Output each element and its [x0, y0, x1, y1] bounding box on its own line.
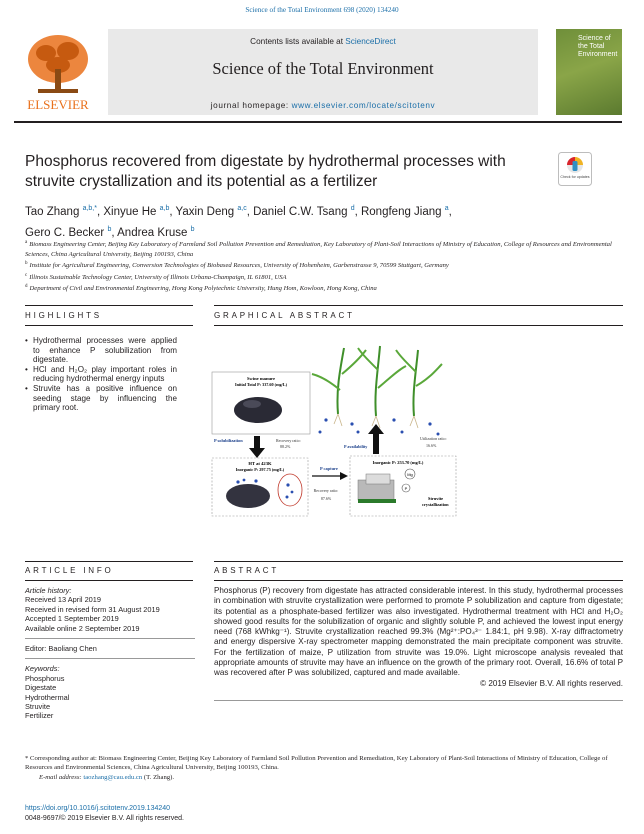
highlights-rule-bottom	[25, 325, 193, 326]
issn-copyright: 0048-9697/© 2019 Elsevier B.V. All rights reserved.	[25, 814, 184, 822]
affiliation: $^d$ Department of Civil and Environmental Engineering, Hong Kong Polytechnic University, Hung Hom, Kowloon, Hong Kong, China	[25, 284, 377, 293]
recovery-ratio-value-2: 87.6%	[320, 496, 332, 501]
abstract-rule	[214, 561, 623, 562]
masthead	[108, 29, 538, 115]
author-affiliation-mark: d	[350, 205, 355, 212]
keyword: Phosphorus	[25, 673, 65, 683]
article-info-heading: ARTICLE INFO	[25, 566, 114, 575]
author[interactable]: Rongfeng Jiang $^a$,	[360, 205, 452, 218]
author-affiliation-mark: a,c	[237, 205, 247, 212]
homepage-line	[108, 101, 538, 110]
p-availability-label: P availability	[344, 444, 368, 449]
author[interactable]: Daniel C.W. Tsang $^d$,	[253, 205, 361, 218]
right-arrow-icon	[340, 472, 348, 480]
author-affiliation-mark: a,b	[159, 205, 170, 212]
swine-manure-sub: Initial Total P: 337.60 (mg/L)	[235, 382, 287, 387]
graphical-abstract-heading: GRAPHICAL ABSTRACT	[214, 311, 355, 320]
highlights-rule	[25, 305, 193, 306]
journal-title: Science of the Total Environment	[212, 59, 434, 78]
history-item: Accepted 1 September 2019	[25, 614, 119, 624]
author-affiliation-mark: a	[444, 205, 449, 212]
author[interactable]: Andrea Kruse $^b$	[117, 225, 195, 239]
highlights-heading: HIGHLIGHTS	[25, 311, 102, 320]
history-label: Article history:	[25, 586, 72, 595]
abstract-copyright: © 2019 Elsevier B.V. All rights reserved.	[480, 678, 623, 688]
affiliations	[25, 238, 625, 294]
graphical-abstract-rule	[214, 305, 623, 306]
elsevier-tree-icon	[14, 29, 102, 115]
author[interactable]: Xinyue He $^{a,b}$,	[103, 205, 176, 218]
ht-title: HT at 423K	[248, 461, 272, 466]
author[interactable]: Gero C. Becker $^b$,	[25, 225, 118, 239]
swine-manure-title: Swine manure	[246, 376, 276, 381]
author[interactable]: Tao Zhang $^{a,b,*}$,	[25, 205, 104, 218]
article-title: Phosphorus recovered from digestate by hydrothermal processes with struvite crystallization and its potential as a fertilizer	[25, 153, 506, 190]
journal-cover[interactable]	[556, 29, 622, 115]
homepage-prefix: journal homepage:	[210, 101, 292, 110]
inorganic-p-label: Inorganic P: 253.70 (mg/L)	[372, 460, 424, 465]
highlight-item: • HCl and H₂O₂ play important roles in reducing hydrothermal energy inputs	[25, 365, 177, 384]
journal-reference[interactable]: Science of the Total Environment 698 (2020) 134240	[245, 6, 399, 14]
sciencedirect-link[interactable]: ScienceDirect	[345, 37, 396, 46]
editor: Editor: Baoliang Chen	[25, 644, 97, 654]
corresponding-text: * Corresponding author at: Biomass Engineering Center, Beijing Key Laboratory of Farmland Soil Pollution Prevention and Remediation, Key Laboratory of Plant-Soil Interactions of Ministry of Education, College of Resources and Environmental Sciences, China Agricultural University, Beijing 100193, China.	[25, 755, 608, 772]
recovery-ratio-label-1: Recovery ratio:	[276, 438, 301, 443]
publisher-wordmark: ELSEVIER	[27, 97, 89, 112]
utilization-ratio-value: 16.6%	[426, 443, 437, 448]
utilization-ratio-label: Utilization ratio:	[420, 436, 447, 441]
crossmark-label: Check for updates	[560, 175, 590, 179]
affiliation: $^b$ Institute for Agricultural Engineering, Conversion Technologies of Biobased Resources, University of Hohenheim, Garbenstrasse 9, 70599 Stuttgart, Germany	[25, 261, 449, 270]
ht-sub: Inorganic P: 297.75 (mg/L)	[235, 467, 285, 472]
hydrochar-icon	[226, 484, 270, 508]
contents-prefix: Contents lists available at	[250, 37, 346, 46]
highlights-list	[25, 336, 177, 413]
article-info-rule	[25, 561, 193, 562]
check-for-updates-icon	[558, 152, 592, 186]
affiliation: $^c$ Illinois Sustainable Technology Center, University of Illinois Urbana-Champaign, IL 61801, USA	[25, 272, 287, 281]
abstract-paragraph: Phosphorus (P) recovery from digestate has attracted considerable interest. In this study, hydrothermal processes in combination with struvite crystallization were performed to promote P solubilization and capture from digestate; its potential as a phosphate-based fertilizer was also investigated. Hydrothermal treatment with HCl and H₂O₂ showed good results for the solubilization of organic and slightly soluble P, and achieved the lowest input energy need (768 kWhkg⁻¹). Struvite crystallization reached 99.3% (Mg²⁺:PO₄³⁻ 1.84:1, pH 9.98). X-ray diffractometry and energy dispersive X-ray spectrometer mapping demonstrated the main precipitate component was struvite. For the fertilization of maize, P utilization from struvite was 19.0%. Light microscope analysis revealed that appropriate amounts of struvite may have an influence on the growth of the primary root. Overall, 16.6% of total P was recovered after P was solubilized, captured and made available.	[214, 586, 623, 678]
recovery-ratio-label-2: Recovery ratio:	[313, 488, 339, 493]
history-item: Received 13 April 2019	[25, 595, 102, 605]
maize-plants-icon	[312, 346, 442, 436]
crystallization-label: crystallization	[422, 502, 449, 507]
article-info-rule-bottom	[25, 580, 193, 581]
history-item: Received in revised form 31 August 2019	[25, 604, 160, 614]
author-affiliation-mark: b	[190, 225, 195, 233]
crossmark-badge[interactable]	[558, 152, 592, 186]
homepage-link[interactable]: www.elsevier.com/locate/scitotenv	[291, 101, 436, 110]
p-solubilization-label: P solubilization	[214, 438, 243, 443]
elsevier-logo[interactable]	[14, 29, 102, 115]
keyword: Fertilizer	[25, 711, 54, 721]
article-info	[25, 586, 195, 721]
masthead-rule	[14, 121, 622, 123]
p-capture-label: P capture	[320, 466, 338, 471]
keywords-label: Keywords:	[25, 664, 60, 674]
history-item: Available online 2 September 2019	[25, 623, 140, 633]
down-arrow-icon	[249, 448, 265, 458]
graphical-abstract-figure[interactable]	[208, 340, 618, 520]
keyword: Struvite	[25, 702, 51, 712]
corresponding-author-footnote	[25, 754, 625, 782]
abstract-rule-bottom	[214, 580, 623, 581]
email-line	[25, 773, 625, 782]
highlight-item: • Struvite has a positive influence on seeding stage by influencing the primary root.	[25, 384, 177, 413]
contents-line	[108, 37, 538, 46]
abstract-heading: ABSTRACT	[214, 566, 280, 575]
doi-block	[25, 804, 184, 823]
email-label: E-mail address:	[39, 773, 84, 781]
graphical-abstract-rule-bottom	[214, 325, 623, 326]
mg-label: Mg	[407, 472, 413, 477]
email-suffix: (T. Zhang).	[142, 773, 175, 781]
p-label: P	[404, 486, 408, 491]
keyword: Hydrothermal	[25, 692, 70, 702]
author-list	[25, 200, 585, 242]
recovery-ratio-value-1: 88.2%	[280, 444, 291, 449]
doi-link[interactable]: https://doi.org/10.1016/j.scitotenv.2019.134240	[25, 805, 171, 812]
email-link[interactable]: taozhang@cau.edu.cn	[83, 773, 143, 781]
manure-pellet-icon	[234, 397, 282, 423]
affiliation: $^a$ Biomass Engineering Center, Beijing Key Laboratory of Farmland Soil Pollution Prevention and Remediation, Key Laboratory of Plant-Soil Interactions of Ministry of Education, College of Resources and Environmental Sciences, China Agricultural University, Beijing 100193, China	[25, 240, 612, 258]
up-arrow-icon	[368, 424, 384, 434]
author-affiliation-mark: a,b,*	[82, 205, 97, 212]
cover-title: Science of the Total Environment	[578, 35, 618, 58]
struvite-label: Struvite	[428, 496, 444, 501]
highlight-item: • Hydrothermal processes were applied to enhance P solubilization from digestate.	[25, 336, 177, 365]
author[interactable]: Yaxin Deng $^{a,c}$,	[175, 205, 254, 218]
abstract-body	[214, 586, 623, 689]
author-affiliation-mark: b	[107, 225, 112, 233]
abstract-end-rule	[214, 700, 623, 701]
keyword: Digestate	[25, 683, 57, 693]
